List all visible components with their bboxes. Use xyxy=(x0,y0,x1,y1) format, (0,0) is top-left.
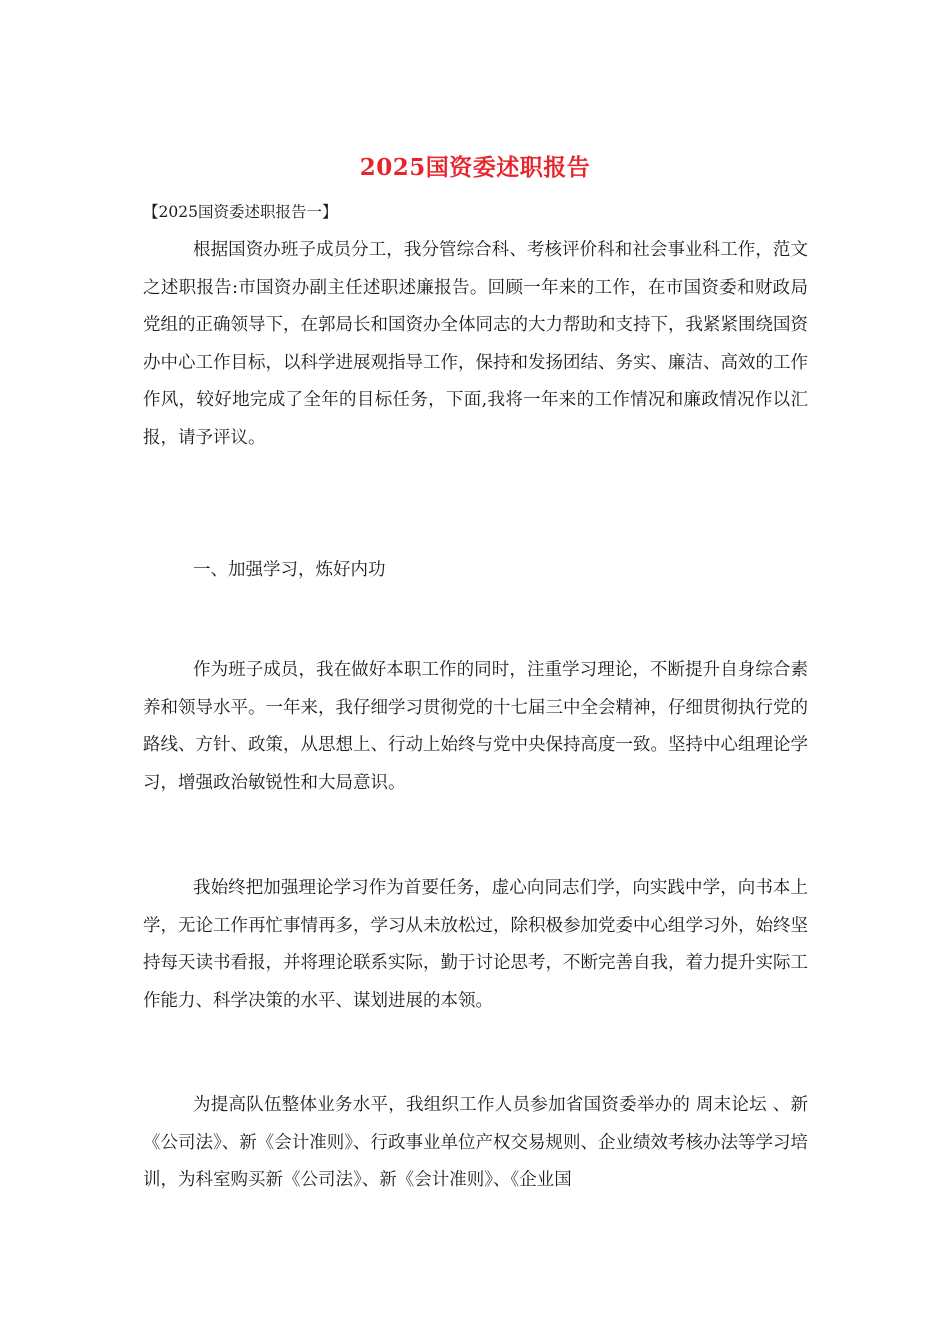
section-heading-study: 一、加强学习，炼好内功 xyxy=(193,560,386,580)
document-title: 2025国资委述职报告 xyxy=(359,154,591,181)
paragraph-team-training: 为提高队伍整体业务水平，我组织工作人员参加省国资委举办的 周末论坛 、新《公司法》、新《会计准则》、行政事业单位产权交易规则、企业绩效考核办法等学习培训，为科室购买新《公司法》、新《会计准则》、《企业国 xyxy=(143,1095,808,1191)
paragraph-study-theory: 作为班子成员，我在做好本职工作的同时，注重学习理论，不断提升自身综合素养和领导水平。一年来，我仔细学习贯彻党的十七届三中全会精神，仔细贯彻执行党的路线、方针、政策，从思想上、行动上始终与党中央保持高度一致。坚持中心组理论学习，增强政治敏锐性和大局意识。 xyxy=(143,660,808,793)
paragraph-intro: 根据国资办班子成员分工，我分管综合科、考核评价科和社会事业科工作，范文之述职报告:市国资办副主任述职述廉报告。回顾一年来的工作，在市国资委和财政局党组的正确领导下，在郭局长和国资办全体同志的大力帮助和支持下，我紧紧围绕国资办中心工作目标，以科学进展观指导工作，保持和发扬团结、务实、廉洁、高效的工作作风，较好地完成了全年的目标任务，下面,我将一年来的工作情况和廉政情况作以汇报，请予评议。 xyxy=(143,240,808,448)
paragraph-learning-priority: 我始终把加强理论学习作为首要任务，虚心向同志们学，向实践中学，向书本上学，无论工作再忙事情再多，学习从未放松过，除积极参加党委中心组学习外，始终坚持每天读书看报，并将理论联系实际，勤于讨论思考，不断完善自我，着力提升实际工作能力、科学决策的水平、谋划进展的本领。 xyxy=(143,878,808,1011)
section-subheading: 【2025国资委述职报告一】 xyxy=(143,203,338,221)
